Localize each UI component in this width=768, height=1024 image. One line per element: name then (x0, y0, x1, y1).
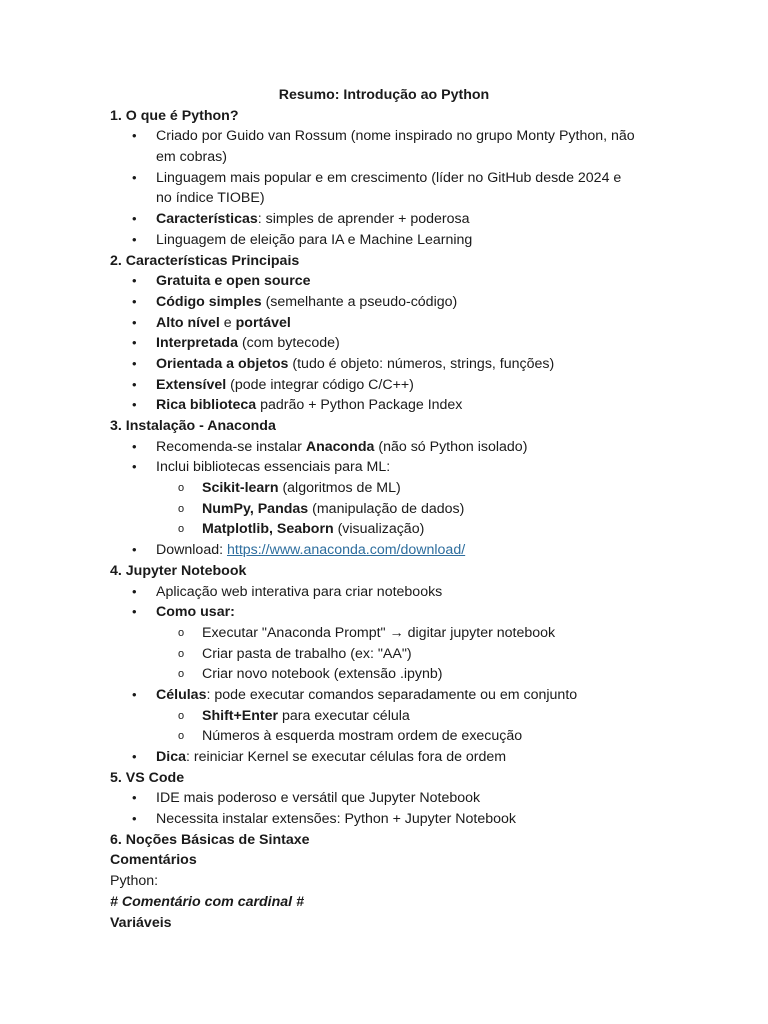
list-item (110, 271, 670, 292)
list-item (110, 168, 670, 189)
list-item-text: em cobras) (156, 149, 227, 166)
bullet-icon: • (132, 604, 137, 620)
bullet-icon: • (132, 128, 137, 144)
section-heading-6: 6. Noções Básicas de Sintaxe (110, 831, 310, 848)
list-item-text: (algoritmos de ML) (278, 480, 401, 497)
list-item-bold: Como usar: (156, 604, 235, 621)
bullet-icon: • (132, 376, 137, 392)
section-heading-5: 5. VS Code (110, 769, 185, 786)
list-item-text: (visualização) (333, 521, 425, 538)
bullet-icon: • (132, 273, 137, 289)
list-item-bold: NumPy, Pandas (202, 500, 309, 517)
list-item (110, 395, 670, 416)
list-item (110, 602, 670, 623)
sub-bullet-icon: o (178, 482, 185, 495)
sub-bullet-icon: o (178, 668, 185, 681)
list-item-text: (com bytecode) (238, 335, 340, 352)
sub-list-item (110, 706, 670, 727)
sub-bullet-icon: o (178, 647, 185, 660)
sub-list-item (110, 664, 670, 685)
sub-list-item (110, 644, 670, 665)
list-item (110, 747, 670, 768)
sub-list-item (110, 499, 670, 520)
bullet-icon: • (132, 293, 137, 309)
list-item-text: : simples de aprender + poderosa (257, 211, 470, 228)
download-link[interactable]: https://www.anaconda.com/download/ (226, 542, 466, 559)
sub-list-item (110, 726, 670, 747)
list-item-continuation (110, 147, 670, 168)
list-item-continuation (110, 188, 670, 209)
list-item-bold: Alto nível (156, 314, 220, 331)
sub-bullet-icon: o (178, 626, 185, 639)
comment-example: # Comentário com cardinal # (110, 893, 304, 910)
subheading-comments: Comentários (110, 852, 197, 869)
bullet-icon: • (132, 169, 137, 185)
sub-list-item (110, 519, 670, 540)
bullet-icon: • (132, 211, 137, 227)
bullet-icon: • (132, 583, 137, 599)
list-item (110, 437, 670, 458)
list-item-text: IDE mais poderoso e versátil que Jupyter Notebook (156, 790, 481, 807)
section-heading-2: 2. Características Principais (110, 252, 300, 269)
list-item-bold: Rica biblioteca (156, 397, 257, 414)
list-item (110, 582, 670, 603)
list-item (110, 375, 670, 396)
list-item-text: (tudo é objeto: números, strings, funções) (288, 355, 555, 372)
bullet-icon: • (132, 231, 137, 247)
bullet-icon: • (132, 355, 137, 371)
bullet-icon: • (132, 335, 137, 351)
section-heading-3: 3. Instalação - Anaconda (110, 418, 276, 434)
list-item-text: Linguagem mais popular e em crescimento (líder no GitHub desde 2024 e (156, 169, 622, 186)
page-title: Resumo: Introdução ao Python (278, 87, 490, 103)
list-item-bold: Código simples (156, 293, 262, 310)
list-item-text: (não só Python isolado) (374, 438, 528, 455)
list-item-text: Executar "Anaconda Prompt" → digitar jupyter notebook (202, 624, 556, 641)
bullet-icon: • (132, 314, 137, 330)
list-item (110, 230, 670, 251)
list-item-bold: Extensível (156, 376, 227, 393)
list-item-bold: Dica (156, 749, 186, 765)
list-item-text: (semelhante a pseudo-código) (261, 293, 458, 310)
bullet-icon: • (132, 542, 137, 558)
list-item (110, 809, 670, 830)
sub-bullet-icon: o (178, 709, 185, 722)
bullet-icon: • (132, 811, 137, 827)
list-item-text: Aplicação web interativa para criar notebooks (156, 583, 443, 600)
bullet-icon: • (132, 397, 137, 413)
sub-list-item (110, 623, 670, 644)
sub-list-item (110, 478, 670, 499)
sub-bullet-icon: o (178, 730, 185, 743)
list-item-bold: Características (156, 211, 258, 228)
list-item-text: Números à esquerda mostram ordem de execução (202, 728, 523, 745)
list-item-bold: Células (156, 686, 207, 703)
list-item-text: Necessita instalar extensões: Python + Jupyter Notebook (156, 811, 517, 828)
list-item-text: padrão + Python Package Index (256, 397, 463, 414)
section-heading-1: 1. O que é Python? (110, 107, 239, 124)
python-label: Python: (110, 873, 159, 890)
sub-bullet-icon: o (178, 523, 185, 536)
bullet-icon: • (132, 686, 137, 702)
list-item (110, 457, 670, 478)
list-item-bold: Scikit-learn (202, 480, 279, 497)
subheading-variables: Variáveis (110, 914, 172, 931)
list-item (110, 788, 670, 809)
list-item-text: Criar pasta de trabalho (ex: "AA") (202, 645, 412, 662)
bullet-icon: • (132, 438, 137, 454)
list-item-text: (pode integrar código C/C++) (226, 376, 414, 393)
list-item (110, 126, 670, 147)
list-item-text: Criar novo notebook (extensão .ipynb) (202, 666, 443, 683)
list-item-bold: Anaconda (305, 438, 375, 455)
list-item-bold: Orientada a objetos (156, 355, 289, 372)
list-item-text: Inclui bibliotecas essenciais para ML: (156, 459, 391, 476)
section-heading-4: 4. Jupyter Notebook (110, 562, 247, 579)
list-item-text: e (219, 314, 236, 331)
bullet-icon: • (132, 459, 137, 475)
list-item (110, 333, 670, 354)
list-item-bold: Matplotlib, Seaborn (202, 521, 334, 538)
bullet-icon: • (132, 790, 137, 806)
list-item-text: Linguagem de eleição para IA e Machine Learning (156, 231, 473, 248)
list-item (110, 292, 670, 313)
list-item-text: : reiniciar Kernel se executar células fora de ordem (185, 749, 507, 765)
list-item (110, 354, 670, 375)
list-item (110, 313, 670, 334)
bullet-icon: • (132, 749, 137, 764)
list-item-text: no índice TIOBE) (156, 190, 265, 207)
list-item-text: (manipulação de dados) (308, 500, 465, 517)
list-item-text: : pode executar comandos separadamente ou em conjunto (206, 686, 578, 703)
list-item-text: Download: (156, 542, 227, 559)
list-item (110, 685, 670, 706)
list-item (110, 209, 670, 230)
list-item-text: Recomenda-se instalar (156, 438, 306, 455)
list-item (110, 540, 670, 561)
list-item-bold: portável (235, 314, 291, 331)
document-body (110, 85, 670, 933)
list-item-bold: Gratuita e open source (156, 273, 311, 290)
list-item-text: Criado por Guido van Rossum (nome inspirado no grupo Monty Python, não (156, 128, 635, 145)
list-item-bold: Shift+Enter (202, 707, 279, 724)
list-item-bold: Interpretada (156, 335, 238, 352)
sub-bullet-icon: o (178, 502, 185, 515)
list-item-text: para executar célula (278, 707, 410, 724)
